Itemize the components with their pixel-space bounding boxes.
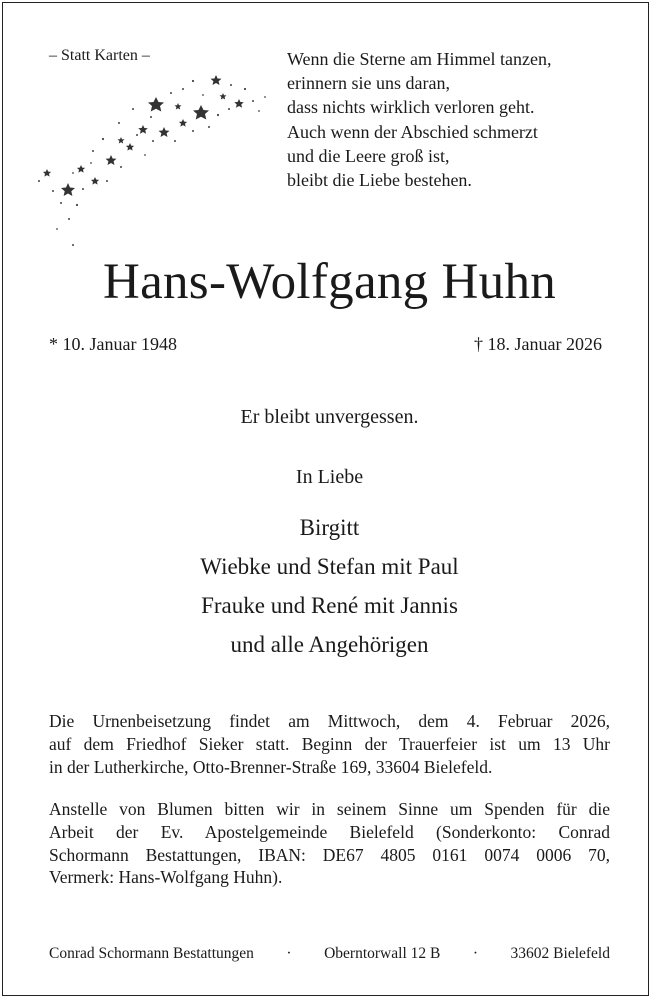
donation-info — [49, 798, 610, 889]
star-dot — [244, 88, 246, 90]
funeral-info — [49, 710, 610, 778]
star-dot — [76, 204, 78, 206]
in-love-label: In Liebe — [295, 466, 364, 488]
star-mark — [211, 75, 222, 85]
family-member: Wiebke und Stefan mit Paul — [200, 554, 459, 579]
notice-frame — [2, 2, 649, 996]
star-dot — [170, 92, 172, 94]
star-dot — [52, 190, 54, 192]
star-mark — [234, 99, 244, 108]
star-mark — [179, 119, 187, 127]
poem-line: erinnern sie uns daran, — [287, 73, 450, 94]
poem-line: Auch wenn der Abschied schmerzt — [287, 121, 538, 142]
star-dot — [182, 88, 184, 90]
star-dot — [92, 150, 94, 152]
poem-line: dass nichts wirklich verloren geht. — [287, 97, 535, 118]
star-mark — [106, 155, 117, 165]
deceased-name: Hans-Wolfgang Huhn — [102, 254, 557, 310]
star-dot — [82, 188, 84, 190]
star-dot — [192, 130, 194, 132]
family-member: und alle Angehörigen — [230, 632, 429, 657]
donation-info-line: Anstelle von Blumen bitten wir in seinem Sinne um Spenden für die — [49, 799, 610, 819]
star-mark — [118, 137, 125, 144]
star-dot — [102, 138, 104, 140]
family-member: Birgitt — [299, 515, 360, 540]
birth-date: * 10. Januar 1948 — [49, 334, 177, 354]
star-mark — [77, 165, 85, 173]
star-dot — [132, 108, 134, 110]
star-mark — [138, 125, 148, 134]
star-mark — [175, 103, 182, 110]
poem-line: und die Leere groß ist, — [287, 145, 450, 166]
motto: Er bleibt unvergessen. — [240, 406, 419, 428]
star-dot — [60, 202, 62, 204]
star-dot — [208, 126, 210, 128]
star-dot — [174, 140, 176, 142]
funeral-home-city: 33602 Bielefeld — [510, 945, 610, 962]
star-dot — [252, 100, 254, 102]
star-dot — [264, 96, 266, 98]
star-dot — [192, 80, 194, 82]
poem-line: Wenn die Sterne am Himmel tanzen, — [287, 49, 552, 69]
poem — [287, 47, 551, 192]
statt-karten-label: – Statt Karten – — [49, 47, 150, 64]
star-dot — [144, 154, 146, 156]
poem-line: bleibt die Liebe bestehen. — [287, 170, 472, 191]
stars-icon — [33, 69, 283, 259]
star-mark — [148, 97, 164, 112]
star-dot — [72, 172, 74, 174]
star-dot — [150, 116, 152, 118]
funeral-info-line: auf dem Friedhof Sieker statt. Beginn der Trauerfeier ist um 13 Uhr — [49, 733, 610, 754]
star-mark — [159, 127, 170, 137]
family-member: Frauke und René mit Jannis — [201, 593, 458, 618]
star-dot — [230, 84, 232, 86]
donation-info-line: Schormann Bestattungen, IBAN: DE67 4805 0161 0074 0006 70, — [49, 844, 610, 865]
funeral-home-street: Oberntorwall 12 B — [324, 945, 441, 962]
family-list — [3, 508, 653, 664]
star-dot — [106, 180, 108, 182]
separator-dot: · — [472, 945, 479, 962]
star-dot — [56, 228, 58, 230]
star-dot — [217, 114, 219, 116]
star-mark — [43, 169, 51, 177]
footer-address — [49, 945, 610, 963]
star-dot — [90, 162, 92, 164]
donation-info-line: Vermerk: Hans-Wolfgang Huhn). — [49, 867, 283, 888]
funeral-home-name: Conrad Schormann Bestattungen — [49, 945, 254, 962]
star-mark — [61, 183, 75, 196]
star-dot — [152, 140, 154, 142]
star-mark — [193, 105, 209, 120]
star-mark — [220, 93, 227, 100]
star-dot — [258, 110, 260, 112]
separator-dot: · — [286, 945, 292, 962]
funeral-info-line: Die Urnenbeisetzung findet am Mittwoch, dem 4. Februar 2026, — [49, 711, 610, 731]
star-dot — [228, 108, 230, 110]
donation-info-line: Arbeit der Ev. Apostelgemeinde Bielefeld (Sonderkonto: Conrad — [49, 821, 610, 842]
star-dot — [202, 94, 204, 96]
star-dot — [120, 166, 122, 168]
death-date: † 18. Januar 2026 — [474, 334, 602, 354]
star-dot — [68, 218, 70, 220]
funeral-info-line: in der Lutherkirche, Otto-Brenner-Straße 169, 33604 Bielefeld. — [49, 756, 493, 777]
star-dot — [38, 180, 40, 182]
star-mark — [91, 177, 99, 185]
star-dot — [136, 134, 138, 136]
star-dot — [72, 244, 74, 246]
star-mark — [126, 143, 134, 151]
star-dot — [118, 122, 120, 124]
